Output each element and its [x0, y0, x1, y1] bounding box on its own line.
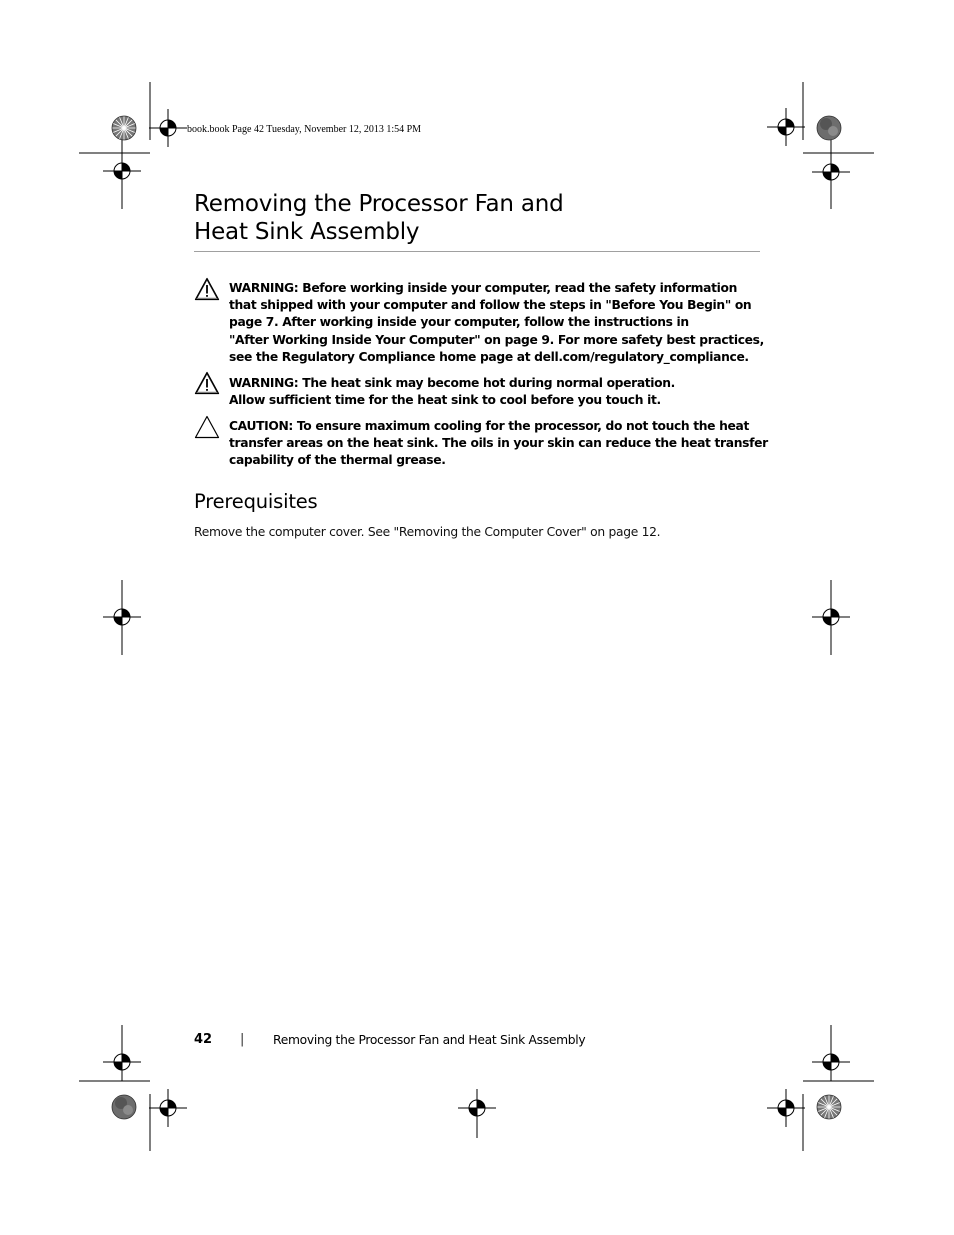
caution-text: [229, 418, 768, 470]
page-title-line: Heat Sink Assembly: [194, 219, 420, 245]
starburst-mark-top-left: [112, 116, 136, 140]
page-number: 42: [194, 1032, 213, 1047]
crosshair-mark-bottom-right: [767, 1089, 805, 1127]
notice-line: page 7. After working inside your computer, follow the instructions in: [229, 315, 689, 330]
footer-section-title: Removing the Processor Fan and Heat Sink Assembly: [273, 1033, 586, 1047]
notice-line: that shipped with your computer and follow the steps in "Before You Begin" on: [229, 298, 752, 313]
footer-separator: |: [240, 1032, 245, 1047]
page-title: [194, 190, 760, 246]
notice-line: WARNING: The heat sink may become hot during normal operation.: [229, 376, 675, 390]
notice-line: "After Working Inside Your Computer" on page 9. For more safety best practices,: [229, 332, 764, 347]
warning-triangle-icon: [194, 371, 220, 395]
print-header-info: book.book Page 42 Tuesday, November 12, 2013 1:54 PM: [187, 124, 422, 135]
crosshair-mark-top-left: [149, 109, 187, 147]
prerequisites-text: Remove the computer cover. See "Removing the Computer Cover" on page 12.: [194, 525, 661, 539]
crosshair-mark-top-right: [767, 108, 805, 146]
warning-text: [229, 280, 764, 366]
crosshair-mark-bottom-left: [149, 1089, 187, 1127]
title-divider: [194, 251, 760, 252]
warning-triangle-icon: [194, 277, 220, 301]
notice-line: WARNING: Before working inside your computer, read the safety information: [229, 281, 737, 295]
warning-text: [229, 375, 760, 409]
starburst-mark-bottom-right: [817, 1095, 841, 1119]
page-title-line: Removing the Processor Fan and: [194, 191, 564, 217]
dotball-mark-bottom-left: [112, 1095, 136, 1119]
prerequisites-heading: Prerequisites: [194, 490, 318, 513]
notice-line: Allow sufficient time for the heat sink to cool before you touch it.: [229, 393, 661, 408]
notice-line: CAUTION: To ensure maximum cooling for the processor, do not touch the heat: [229, 419, 749, 433]
notice-line: transfer areas on the heat sink. The oils in your skin can reduce the heat transfer: [229, 436, 768, 451]
notice-line: capability of the thermal grease.: [229, 453, 446, 468]
notice-line: see the Regulatory Compliance home page at dell.com/regulatory_compliance.: [229, 349, 749, 364]
caution-triangle-icon: [194, 415, 220, 439]
dotball-mark-top-right: [817, 116, 841, 140]
